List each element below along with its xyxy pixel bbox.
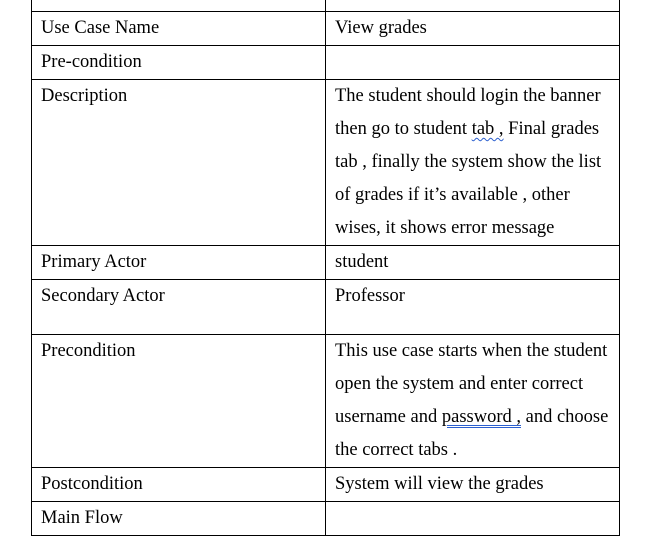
postcondition-value: System will view the grades bbox=[326, 468, 620, 502]
use-case-name-value: View grades bbox=[326, 12, 620, 46]
description-text-2: Final grades tab , finally the system show the list of grades if it’s available , other wises, it shows error message bbox=[335, 119, 602, 238]
pre-condition-value bbox=[326, 46, 620, 80]
primary-actor-label: Primary Actor bbox=[32, 246, 326, 280]
table-row-primary-actor bbox=[32, 246, 620, 280]
postcondition-label: Postcondition bbox=[32, 468, 326, 502]
secondary-actor-label: Secondary Actor bbox=[32, 280, 326, 335]
description-flagged-text: tab , bbox=[471, 119, 504, 139]
pre-condition-label: Pre-condition bbox=[32, 46, 326, 80]
main-flow-label: Main Flow bbox=[32, 502, 326, 536]
precondition-flagged-text: password , bbox=[441, 407, 521, 427]
row-value-top bbox=[326, 0, 620, 12]
table-row-main-flow bbox=[32, 502, 620, 536]
main-flow-value bbox=[326, 502, 620, 536]
table-row-use-case-name bbox=[32, 12, 620, 46]
description-label: Description bbox=[32, 80, 326, 246]
table-row-precondition bbox=[32, 335, 620, 468]
precondition-text-2: and choose the correct tabs . bbox=[335, 407, 609, 460]
table-row-top-partial bbox=[32, 0, 620, 12]
row-label-top bbox=[32, 0, 326, 12]
table-row-pre-condition bbox=[32, 46, 620, 80]
use-case-name-label: Use Case Name bbox=[32, 12, 326, 46]
description-value bbox=[326, 80, 620, 246]
use-case-table bbox=[31, 0, 620, 536]
precondition-text-1: This use case starts when the student open the system and enter correct username and bbox=[335, 341, 608, 427]
precondition-label: Precondition bbox=[32, 335, 326, 468]
primary-actor-value: student bbox=[326, 246, 620, 280]
table-row-secondary-actor bbox=[32, 280, 620, 335]
precondition-value bbox=[326, 335, 620, 468]
table-row-postcondition bbox=[32, 468, 620, 502]
use-case-table-container bbox=[31, 0, 619, 536]
description-text-1: The student should login the banner then go to student bbox=[335, 86, 601, 139]
secondary-actor-value: Professor bbox=[326, 280, 620, 335]
table-row-description bbox=[32, 80, 620, 246]
